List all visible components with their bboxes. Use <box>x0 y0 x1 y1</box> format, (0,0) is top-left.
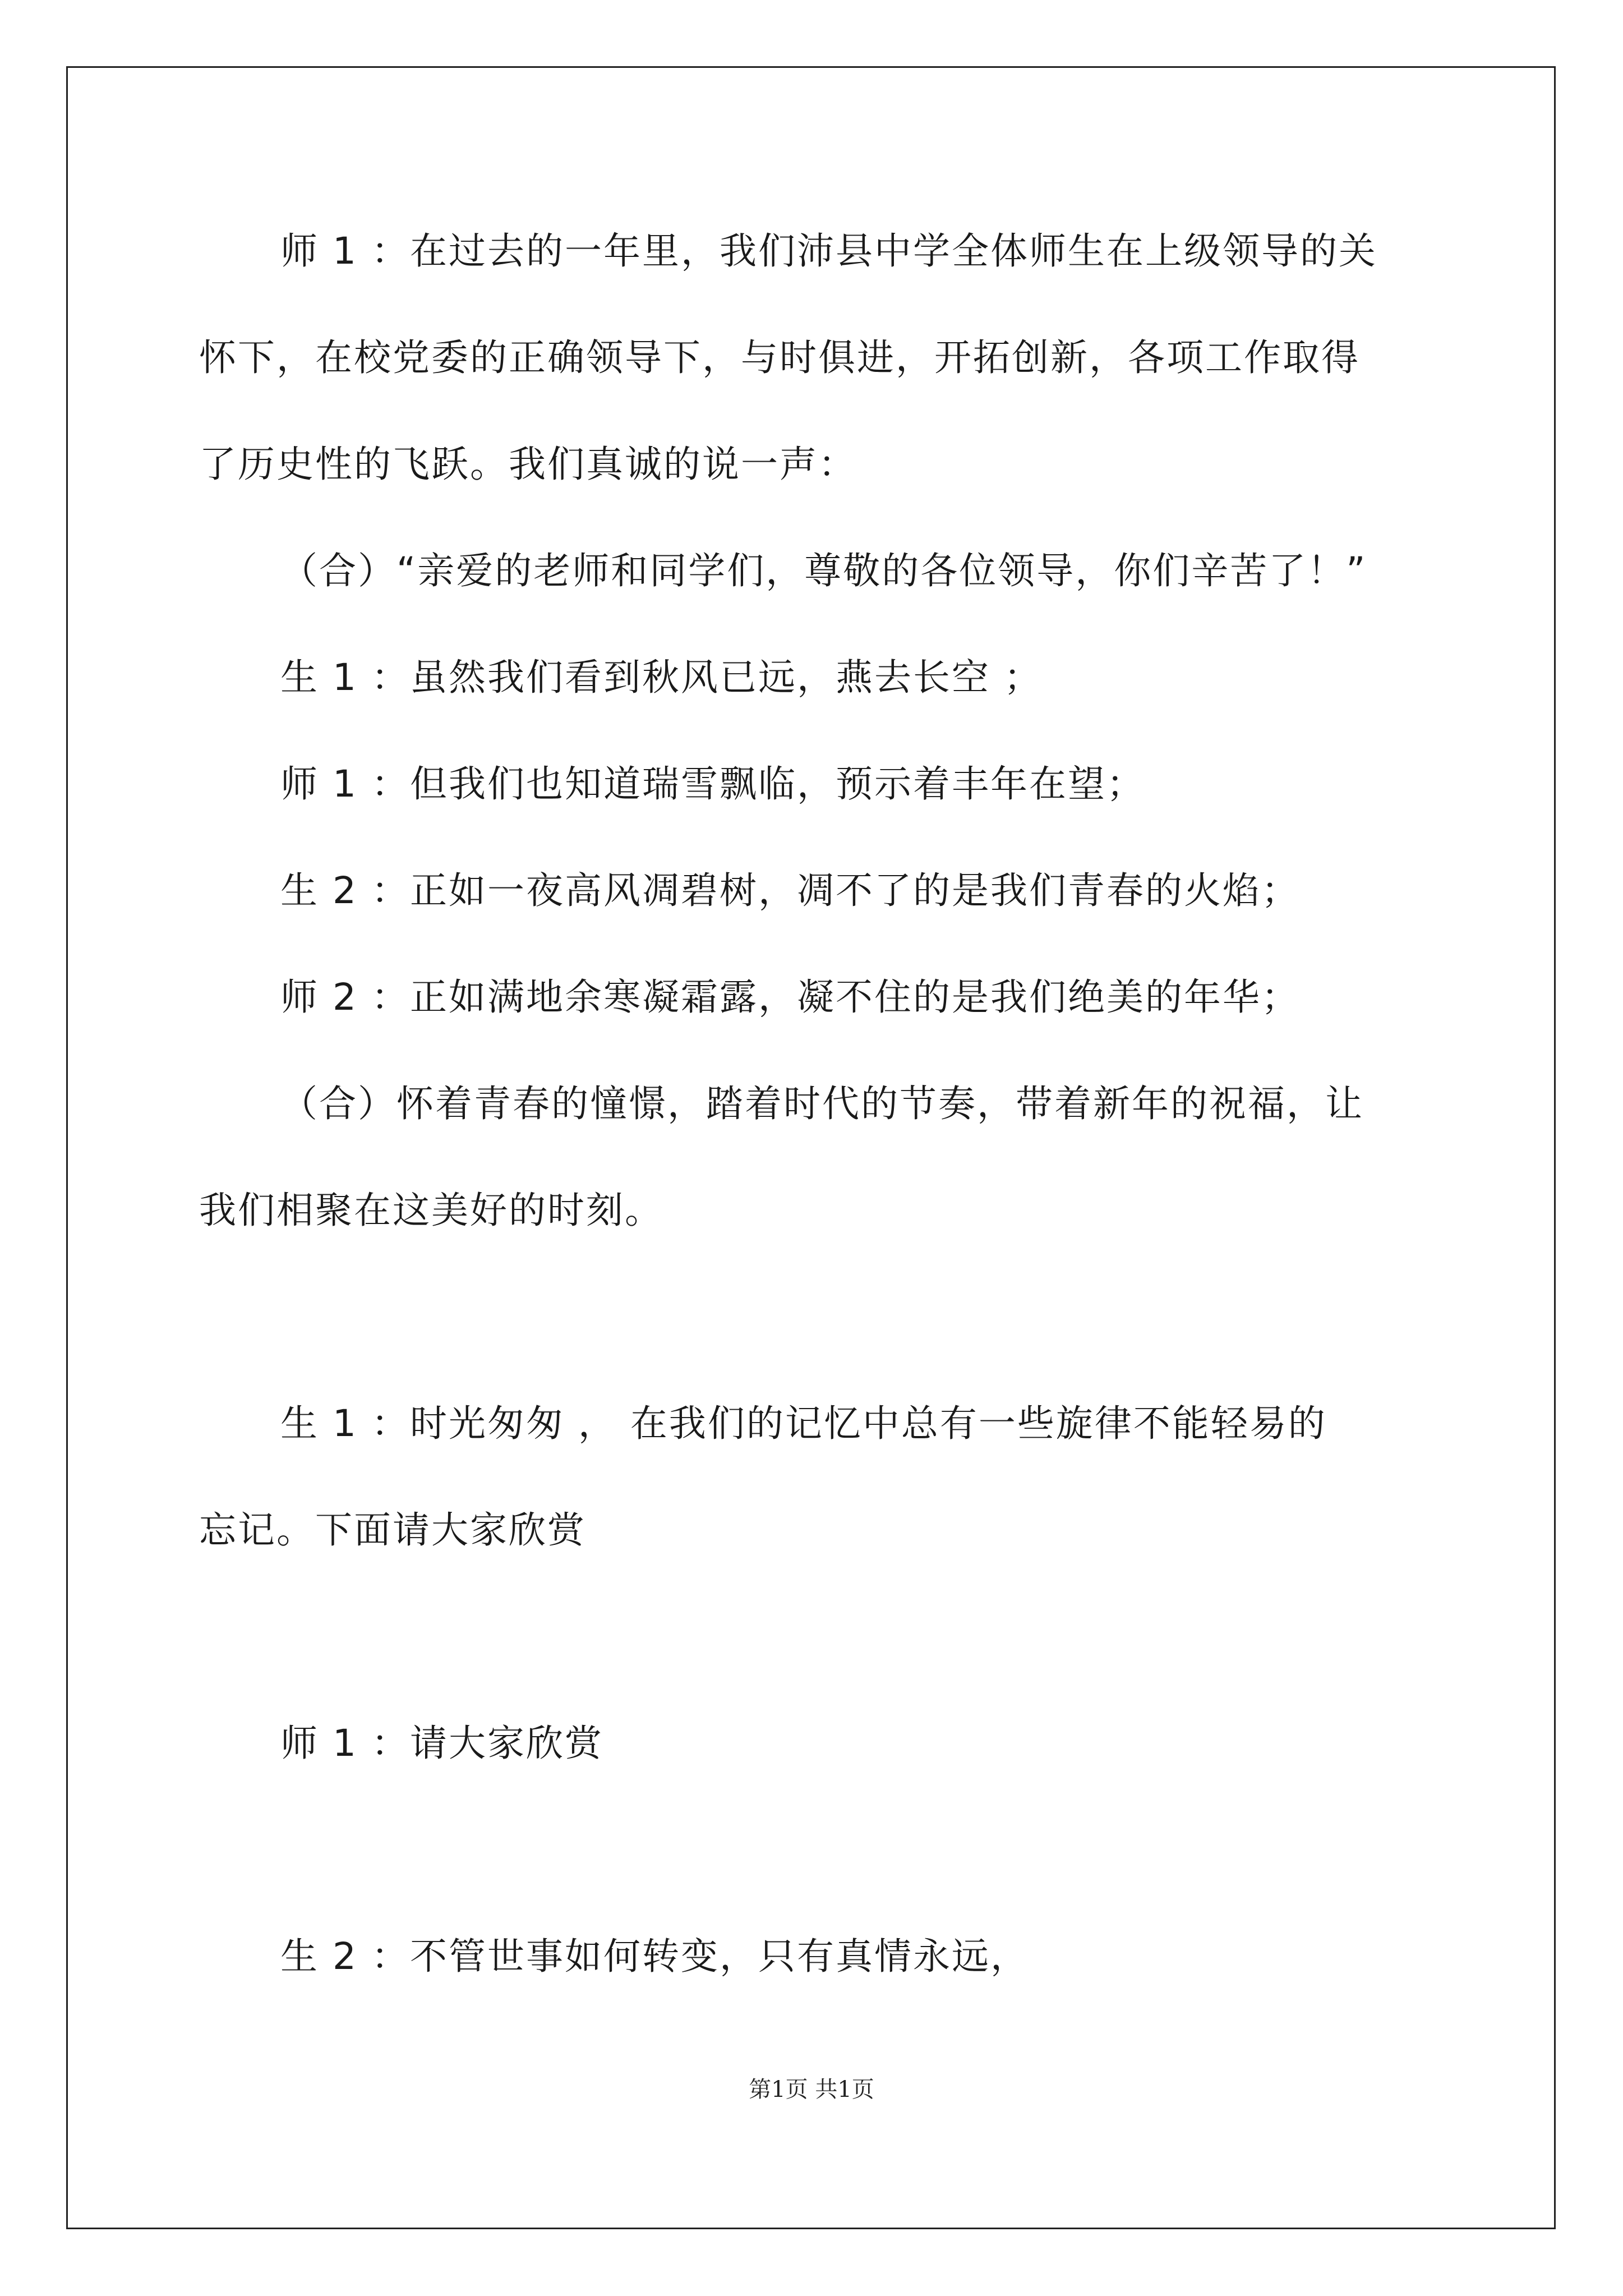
text-line-11: 生 1 ：时光匆匆 ， 在我们的记忆中总有一些旋律不能轻易的 <box>280 1402 1327 1445</box>
text-line-12: 忘记。下面请大家欣赏 <box>199 1508 586 1552</box>
text-line-4: （合）“亲爱的老师和同学们，尊敬的各位领导，你们辛苦了！” <box>280 549 1367 592</box>
text-line-1: 师 1 ：在过去的一年里，我们沛县中学全体师生在上级领导的关 <box>280 229 1377 273</box>
text-line-7: 生 2 ：正如一夜高风凋碧树，凋不了的是我们青春的火焰； <box>280 869 1300 912</box>
text-line-2: 怀下，在校党委的正确领导下，与时俱进，开拓创新，各项工作取得 <box>199 336 1360 379</box>
text-line-9: （合）怀着青春的憧憬，踏着时代的节奏，带着新年的祝福，让 <box>280 1082 1364 1125</box>
text-line-3: 了历史性的飞跃。我们真诚的说一声： <box>199 443 857 486</box>
text-line-10: 我们相聚在这美好的时刻。 <box>199 1189 663 1232</box>
text-line-13: 师 1 ：请大家欣赏 <box>280 1722 603 1765</box>
text-line-8: 师 2 ：正如满地余寒凝霜露，凝不住的是我们绝美的年华； <box>280 976 1300 1019</box>
page-border <box>66 66 1556 2229</box>
text-line-6: 师 1 ：但我们也知道瑞雪飘临，预示着丰年在望； <box>280 762 1145 806</box>
page-footer: 第1页 共1页 <box>749 2077 874 2102</box>
text-line-5: 生 1 ：虽然我们看到秋风已远，燕去长空 ； <box>280 656 1043 699</box>
text-line-14: 生 2 ：不管世事如何转变，只有真情永远， <box>280 1935 1029 1978</box>
